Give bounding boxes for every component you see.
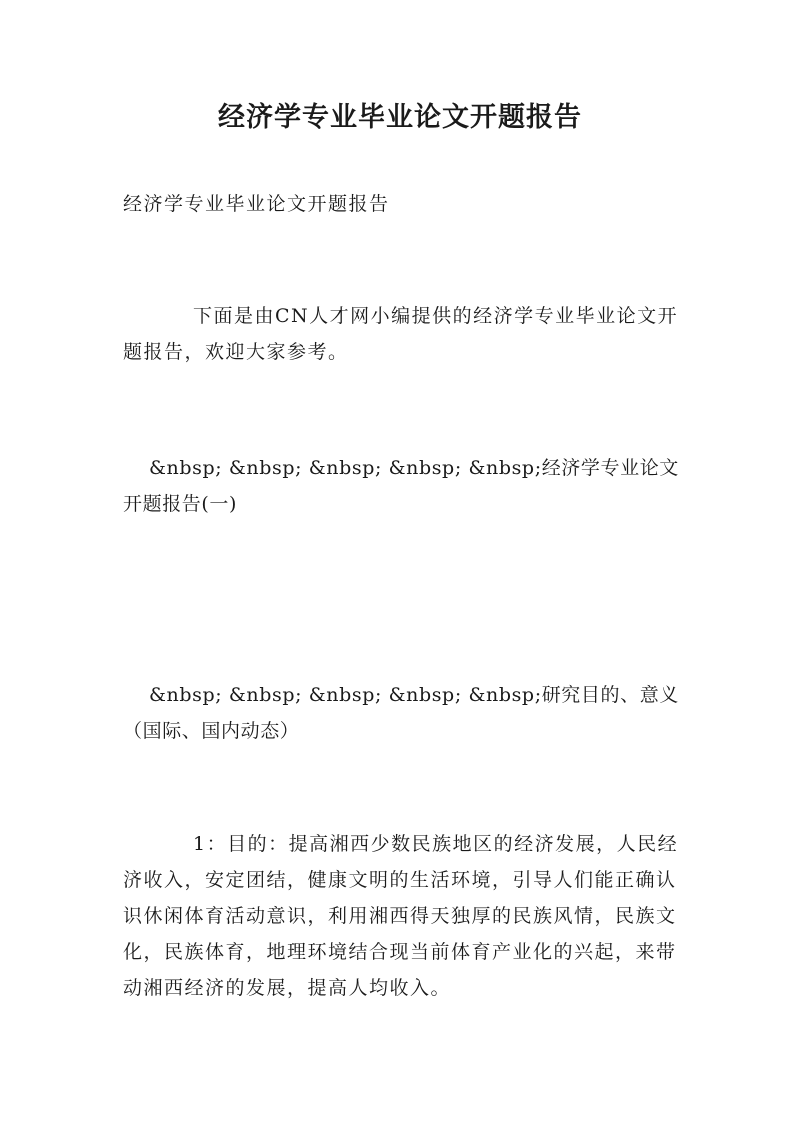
body-paragraph-purpose: 1：目的：提高湘西少数民族地区的经济发展，人民经济收入，安定团结，健康文明的生活环境，引导人们能正确认识休闲体育活动意识，利用湘西得天独厚的民族风情，民族文化，民族体育，地理环境结合现当前体育产业化的兴起，来带动湘西经济的发展，提高人均收入。 <box>123 833 679 999</box>
subtitle-paragraph: 经济学专业毕业论文开题报告 <box>123 193 390 215</box>
intro-paragraph: 下面是由CN人才网小编提供的经济学专业毕业论文开题报告，欢迎大家参考。 <box>123 305 679 363</box>
section-heading-1: &nbsp; &nbsp; &nbsp; &nbsp; &nbsp;经济学专业论文开题报告(一) <box>123 457 679 515</box>
section-heading-2: &nbsp; &nbsp; &nbsp; &nbsp; &nbsp;研究目的、意义（国际、国内动态） <box>123 684 679 742</box>
document-title: 经济学专业毕业论文开题报告 <box>218 102 582 133</box>
